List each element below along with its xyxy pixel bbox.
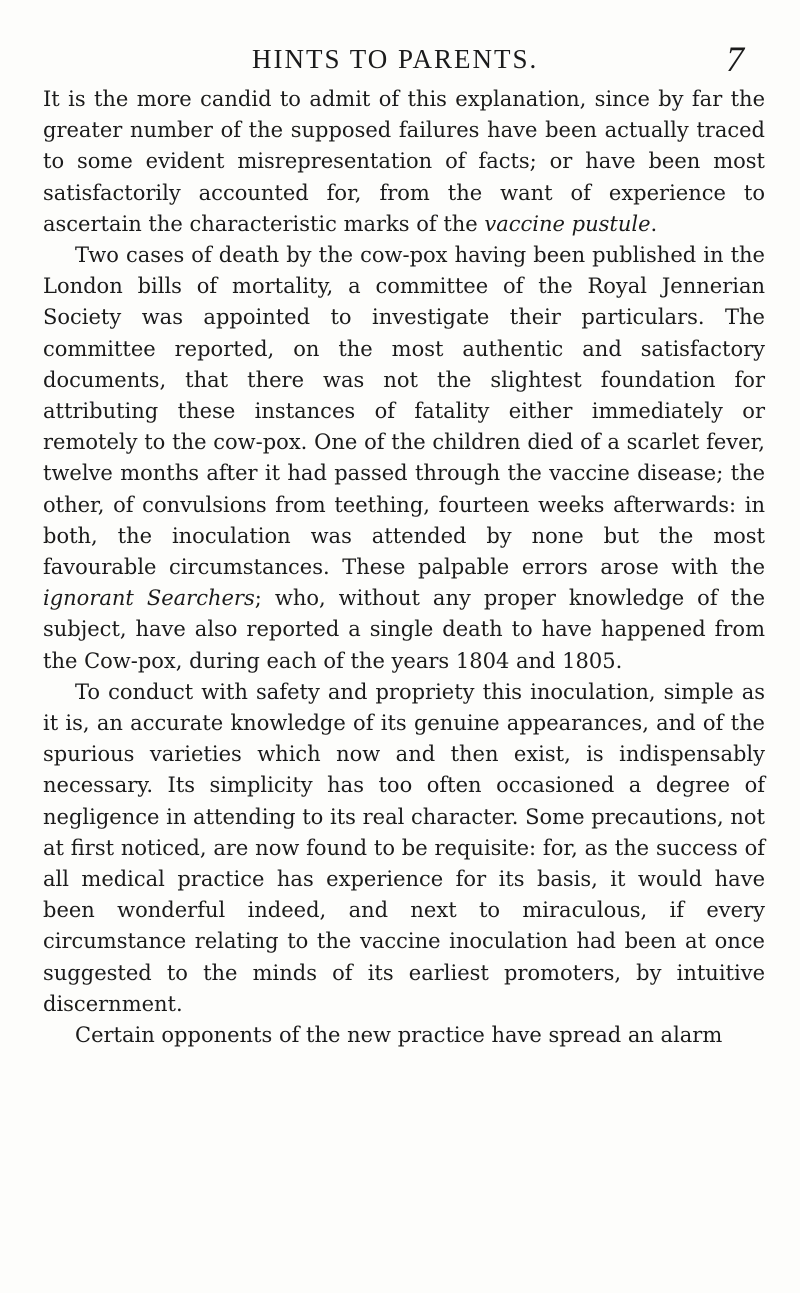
italic-term-ignorant-searchers: ignorant Searchers	[43, 586, 255, 611]
paragraph-text: Two cases of death by the cow-pox having been published in the London bills of mortality, a committee of the Royal Jennerian Society was appointed to investigate their particulars. The committee reported, on the most authentic and satisfactory documents, that there was not the slightest foundation for attributing these instances of fatality either immediately or remotely to the cow-pox. One of the children died of a scarlet fever, twelve months after it had passed through the vaccine disease; the other, of convulsions from teething, fourteen weeks afterwards: in both, the inoculation was attended by none but the most favourable circumstances. These palpable errors arose with the	[43, 243, 765, 580]
page-number: 7	[726, 39, 744, 79]
paragraph-explanation	[43, 84, 765, 240]
italic-term-vaccine-pustule: vaccine pustule	[484, 211, 651, 236]
paragraph-opponents: Certain opponents of the new practice have spread an alarm	[75, 1023, 723, 1048]
paragraph-committee	[43, 240, 765, 677]
body-text	[43, 84, 765, 1051]
paragraph-text-end: .	[650, 211, 658, 236]
page-header	[0, 32, 800, 82]
paragraph-text: It is the more candid to admit of this explanation, since by far the greater number of the supposed failures have been actually traced to some evident misrepresentation of facts; or have been most satisfactorily accounted for, from the want of experience to ascertain the characteristic marks of the	[43, 87, 765, 236]
paragraph-conduct: To conduct with safety and propriety this inoculation, simple as it is, an accurate knowledge of its genuine appearances, and of the spurious varieties which now and then exist, is indispensably necessary. Its simplicity has too often occasioned a degree of negligence in attending to its real character. Some precautions, not at first noticed, are now found to be requisite: for, as the success of all medical practice has experience for its basis, it would have been wonderful indeed, and next to miraculous, if every circumstance relating to the vaccine inoculation had been at once suggested to the minds of its earliest promoters, by intuitive discernment.	[43, 679, 765, 1016]
paragraph-text-end: ; who, without any proper knowledge of the subject, have also reported a single death to have happened from the Cow-pox, during each of the years 1804 and 1805.	[43, 586, 765, 673]
running-title: HINTS TO PARENTS.	[252, 44, 539, 74]
